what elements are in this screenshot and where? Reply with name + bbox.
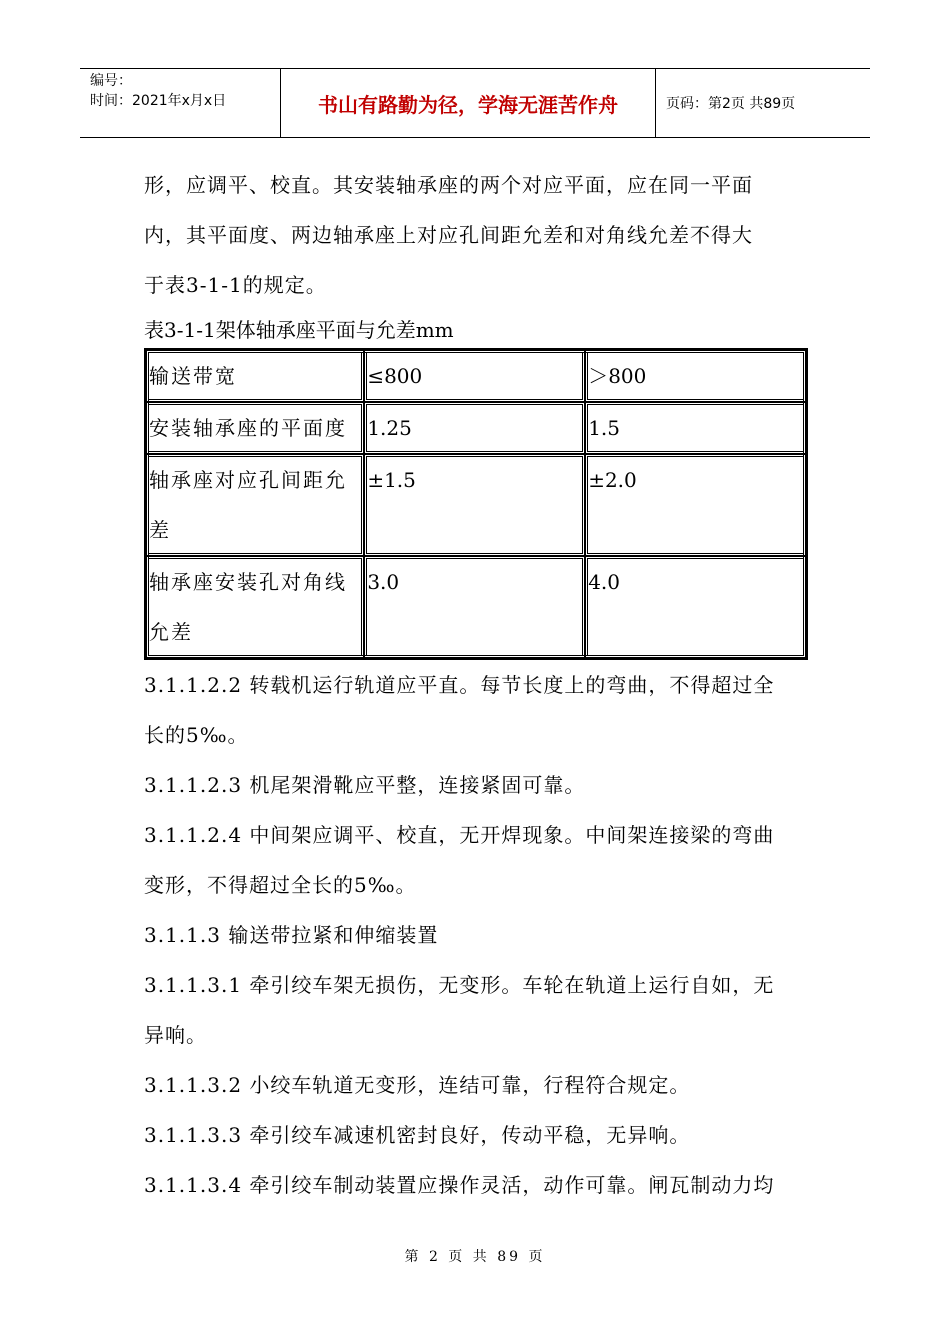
body-line: 3.1.1.3 输送带拉紧和伸缩装置	[144, 923, 439, 947]
table-cell: ±2.0	[585, 454, 806, 556]
table-cell: ±1.5	[364, 454, 585, 556]
table-cell: 4.0	[585, 556, 806, 658]
table-row	[146, 350, 806, 402]
body-line: 3.1.1.2.3 机尾架滑靴应平整，连接紧固可靠。	[144, 773, 586, 797]
table-cell: 1.5	[585, 402, 806, 454]
table-cell: 轴承座对应孔间距允差	[146, 454, 364, 556]
doc-number-label: 编号：	[90, 73, 132, 89]
body-line: 3.1.1.2.4 中间架应调平、校直，无开焊现象。中间架连接梁的弯曲	[144, 823, 775, 847]
body-line: 长的5‰。	[144, 723, 249, 747]
header-motto: 书山有路勤为径，学海无涯苦作舟	[280, 69, 656, 137]
table-cell: 1.25	[364, 402, 585, 454]
table-cell: ≤800	[364, 350, 585, 402]
body-line: 3.1.1.3.3 牵引绞车减速机密封良好，传动平稳，无异响。	[144, 1123, 691, 1147]
header-page-number: 页码：第2页 共89页	[666, 96, 796, 112]
table-cell: 安装轴承座的平面度	[146, 402, 364, 454]
body-line: 内，其平面度、两边轴承座上对应孔间距允差和对角线允差不得大	[144, 223, 753, 247]
page-header	[80, 68, 870, 138]
body-line: 3.1.1.2.2 转载机运行轨道应平直。每节长度上的弯曲，不得超过全	[144, 673, 775, 697]
body-line: 形，应调平、校直。其安装轴承座的两个对应平面，应在同一平面	[144, 173, 753, 197]
body-line: 变形，不得超过全长的5‰。	[144, 873, 417, 897]
table-row	[146, 556, 806, 658]
body-line: 3.1.1.3.1 牵引绞车架无损伤，无变形。车轮在轨道上运行自如，无	[144, 973, 775, 997]
body-line: 于表3-1-1的规定。	[144, 273, 327, 297]
doc-time-label: 时间：2021年x月x日	[90, 93, 227, 109]
table-cell: ＞800	[585, 350, 806, 402]
body-line: 3.1.1.3.2 小绞车轨道无变形，连结可靠，行程符合规定。	[144, 1073, 691, 1097]
table-row	[146, 402, 806, 454]
body-line: 异响。	[144, 1023, 207, 1047]
header-meta	[80, 69, 280, 137]
tolerance-table	[144, 348, 808, 660]
table-caption: 表3-1-1架体轴承座平面与允差mm	[144, 318, 454, 342]
table-row	[146, 454, 806, 556]
document-body	[144, 160, 808, 1210]
table-cell: 3.0	[364, 556, 585, 658]
body-line: 3.1.1.3.4 牵引绞车制动装置应操作灵活，动作可靠。闸瓦制动力均	[144, 1173, 775, 1197]
page-footer: 第 2 页 共 89 页	[404, 1249, 546, 1265]
table-cell: 输送带宽	[146, 350, 364, 402]
table-cell: 轴承座安装孔对角线允差	[146, 556, 364, 658]
